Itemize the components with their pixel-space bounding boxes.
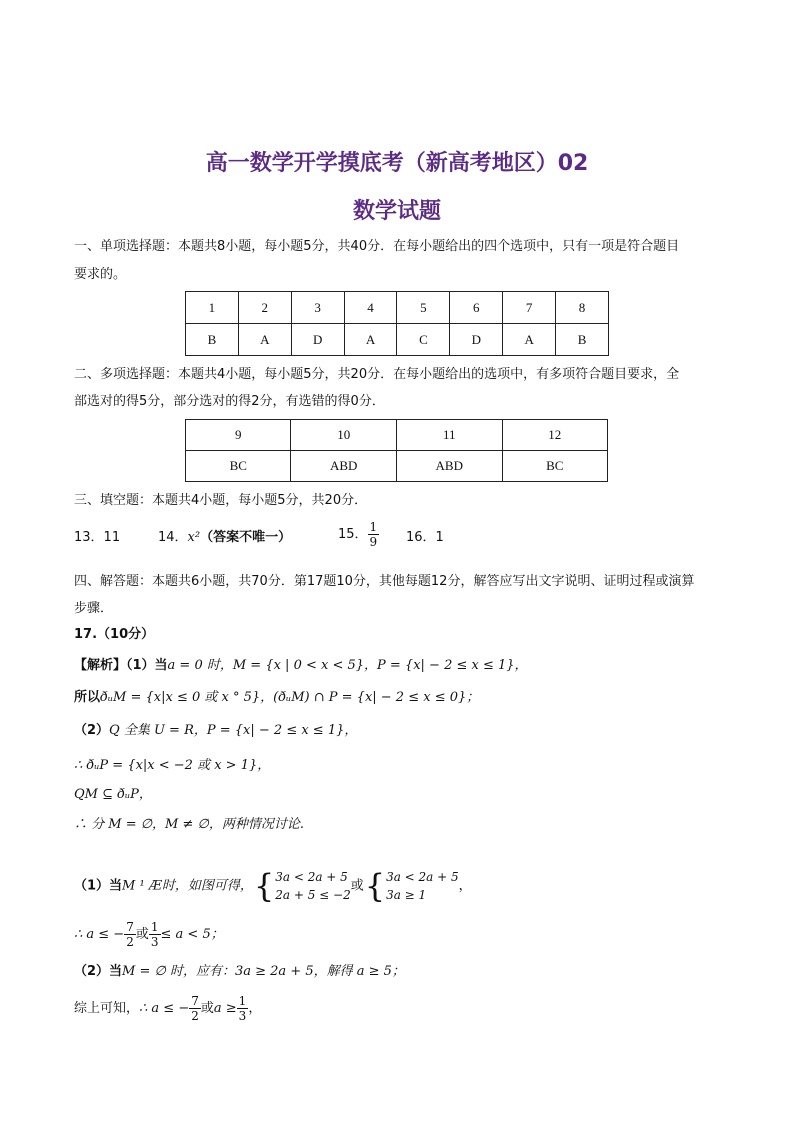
table-cell: 6 bbox=[450, 292, 503, 324]
section1-instructions-line2: 要求的。 bbox=[74, 267, 127, 282]
solution-math: M ¹ Æ时，如图可得， bbox=[122, 878, 253, 894]
solution-line-1 bbox=[74, 657, 528, 675]
answer-table-row bbox=[186, 451, 608, 482]
fraction-numerator: 7 bbox=[191, 994, 199, 1008]
table-cell: 1 bbox=[186, 292, 239, 324]
solution-math: a ≥ bbox=[213, 1001, 237, 1016]
comma: ， bbox=[248, 1001, 262, 1016]
fraction bbox=[124, 920, 136, 949]
fraction-numerator: 1 bbox=[369, 520, 378, 534]
solution-line-9 bbox=[74, 963, 405, 981]
solution-math: Q 全集 U = R，P = {x| − 2 ≤ x ≤ 1}， bbox=[109, 723, 358, 738]
fraction bbox=[237, 994, 249, 1023]
section1-instructions-line1: 一、单项选择题：本题共8小题，每小题5分，共40分．在每小题给出的四个选项中，只有一项是符合题目 bbox=[74, 239, 680, 254]
fraction-denominator: 2 bbox=[126, 935, 134, 949]
fraction-numerator: 7 bbox=[126, 920, 134, 934]
solution-line-7 bbox=[74, 868, 472, 904]
table-cell: 3 bbox=[291, 292, 344, 324]
table-cell: 12 bbox=[502, 420, 608, 451]
or-word: 或 bbox=[350, 878, 364, 894]
system-bottom: 2a + 5 ≤ −2 bbox=[275, 888, 351, 902]
fraction-numerator: 1 bbox=[150, 920, 159, 934]
fraction bbox=[189, 994, 201, 1023]
fraction-denominator: 3 bbox=[238, 1009, 247, 1023]
table-cell: 10 bbox=[291, 420, 397, 451]
fraction-denominator: 3 bbox=[150, 935, 159, 949]
solution-math: ∴ a ≤ − bbox=[139, 1001, 190, 1016]
solution-math: ∴ ðᵤP = {x|x < −2 或 x > 1}， bbox=[74, 758, 271, 773]
table-cell: 5 bbox=[397, 292, 450, 324]
table-cell: D bbox=[450, 324, 503, 356]
solution-line-4 bbox=[74, 757, 270, 775]
answer-14-note: （答案不唯一） bbox=[200, 530, 292, 545]
section4-instructions-line1: 四、解答题：本题共6小题，共70分．第17题10分，其他每题12分，解答应写出文字说明、证明过程或演算 bbox=[74, 574, 695, 589]
fraction bbox=[149, 920, 161, 949]
table-cell: 9 bbox=[186, 420, 291, 451]
table-cell: C bbox=[397, 324, 450, 356]
answer-14-math: x² bbox=[187, 530, 201, 545]
table-cell: D bbox=[291, 324, 344, 356]
or-word: 或 bbox=[200, 1001, 214, 1016]
system-top: 3a < 2a + 5 bbox=[386, 870, 459, 884]
answer-15-fraction bbox=[368, 520, 380, 549]
solution-line-2 bbox=[74, 689, 479, 707]
or-word: 或 bbox=[135, 927, 149, 942]
table-cell: A bbox=[344, 324, 397, 356]
table-cell: B bbox=[186, 324, 239, 356]
inequality-system-1 bbox=[275, 868, 350, 904]
solution-math: ∴ a ≤ − bbox=[74, 927, 125, 942]
table-cell: 7 bbox=[503, 292, 556, 324]
solution-label: 【解析】（1）当 bbox=[74, 658, 168, 673]
solution-label: （1）当 bbox=[74, 878, 123, 894]
left-brace-icon: { bbox=[253, 867, 275, 905]
page-title: 高一数学开学摸底考（新高考地区）02 bbox=[205, 151, 589, 176]
table-cell: 8 bbox=[556, 292, 609, 324]
answer-16: 16．1 bbox=[406, 530, 444, 545]
table-cell: BC bbox=[502, 451, 608, 482]
table-cell: A bbox=[503, 324, 556, 356]
solution-math: ≤ a < 5； bbox=[160, 927, 224, 942]
table-cell: 11 bbox=[396, 420, 502, 451]
table-cell: 4 bbox=[344, 292, 397, 324]
table-cell: ABD bbox=[396, 451, 502, 482]
solution-math: ∴ 分 M = ∅，M ≠ ∅，两种情况讨论. bbox=[74, 817, 304, 832]
answer-14 bbox=[158, 529, 291, 547]
solution-label: 所以 bbox=[74, 690, 101, 705]
page-subtitle: 数学试题 bbox=[352, 199, 441, 224]
multi-choice-answer-table bbox=[185, 419, 608, 482]
inequality-system-2 bbox=[386, 868, 459, 904]
solution-label: （2） bbox=[74, 723, 110, 738]
question-17-heading: 17.（10分） bbox=[74, 627, 155, 642]
solution-math: a = 0 时，M = {x | 0 < x < 5}，P = {x| − 2 ≤ x ≤ 1}， bbox=[167, 658, 528, 673]
fraction-denominator: 9 bbox=[369, 535, 378, 549]
solution-line-5 bbox=[74, 786, 152, 804]
system-bottom: 3a ≥ 1 bbox=[386, 888, 427, 902]
table-cell: 2 bbox=[238, 292, 291, 324]
solution-line-10 bbox=[74, 994, 261, 1023]
fraction-numerator: 1 bbox=[238, 994, 247, 1008]
answer-13: 13．11 bbox=[74, 530, 121, 545]
fraction-denominator: 2 bbox=[191, 1009, 199, 1023]
answer-table-header-row bbox=[186, 292, 609, 324]
solution-math: ðᵤM = {x|x ≤ 0 或 x ° 5}，(ðᵤM) ∩ P = {x| − 2 ≤ x ≤ 0}； bbox=[100, 690, 480, 705]
section2-instructions-line2: 部选对的得5分，部分选对的得2分，有选错的得0分． bbox=[74, 394, 385, 409]
solution-label: 综上可知， bbox=[74, 1001, 140, 1016]
section4-instructions-line2: 步骤． bbox=[74, 601, 114, 616]
solution-math: M = ∅ 时，应有：3a ≥ 2a + 5，解得 a ≥ 5； bbox=[122, 964, 405, 979]
single-choice-answer-table bbox=[185, 291, 609, 356]
solution-line-3 bbox=[74, 722, 357, 740]
table-cell: A bbox=[238, 324, 291, 356]
table-cell: B bbox=[556, 324, 609, 356]
answer-table-row bbox=[186, 324, 609, 356]
table-cell: ABD bbox=[291, 451, 397, 482]
answer-15-label: 15． bbox=[338, 527, 368, 542]
solution-label: （2）当 bbox=[74, 964, 123, 979]
solution-line-6 bbox=[74, 816, 304, 834]
section2-instructions-line1: 二、多项选择题：本题共4小题，每小题5分，共20分．在每小题给出的选项中，有多项符合题目要求，全 bbox=[74, 367, 680, 382]
system-top: 3a < 2a + 5 bbox=[275, 870, 348, 884]
solution-line-8 bbox=[74, 920, 224, 949]
table-cell: BC bbox=[186, 451, 291, 482]
left-brace-icon: { bbox=[364, 867, 386, 905]
answer-table-header-row bbox=[186, 420, 608, 451]
answer-15 bbox=[338, 520, 379, 549]
answer-14-label: 14． bbox=[158, 530, 188, 545]
solution-math: QM ⊆ ðᵤP， bbox=[74, 787, 152, 802]
section3-instructions: 三、填空题：本题共4小题，每小题5分，共20分． bbox=[74, 493, 368, 508]
comma: ， bbox=[458, 878, 472, 894]
